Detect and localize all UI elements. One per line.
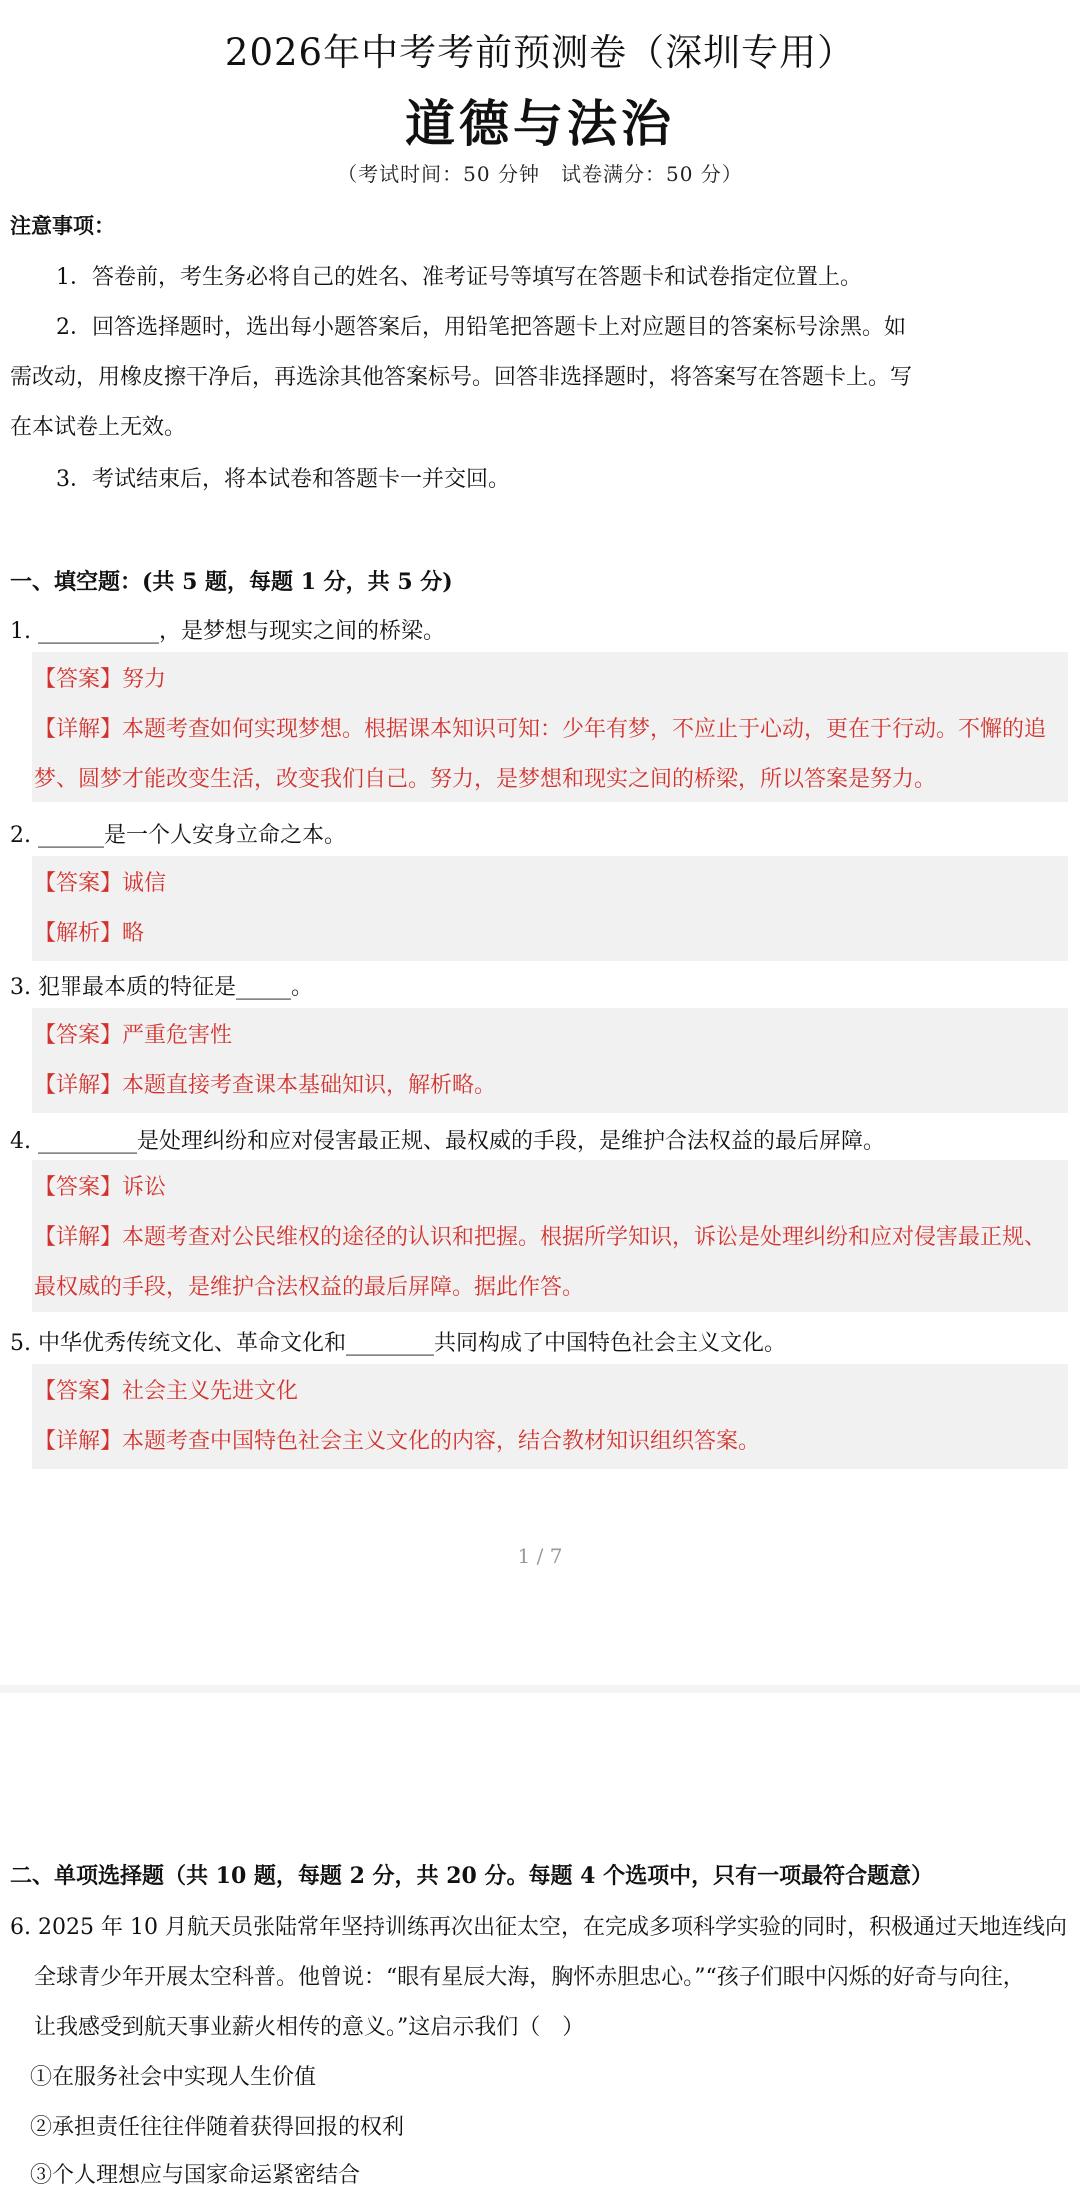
notes-heading: 注意事项： [10,213,115,238]
explanation-1-line-1: 【详解】本题考查如何实现梦想。根据课本知识可知：少年有梦，不应止于心动，更在于行动。不懈的追 [34,717,1047,742]
answer-box-3 [32,1008,1068,1113]
exam-info: （考试时间：50 分钟 试卷满分：50 分） [337,162,743,186]
explanation-1-line-2: 梦、圆梦才能改变生活，改变我们自己。努力，是梦想和现实之间的桥梁，所以答案是努力。 [34,767,937,792]
note-item-1: 1．答卷前，考生务必将自己的姓名、准考证号等填写在答题卡和试卷指定位置上。 [56,265,862,290]
question-6-option-1: ①在服务社会中实现人生价值 [30,2065,317,2090]
question-5: 5. 中华优秀传统文化、革命文化和________共同构成了中国特色社会主义文化。 [10,1331,786,1356]
answer-3: 【答案】严重危害性 [34,1023,233,1048]
answer-box-1 [32,652,1068,802]
answer-box-4 [32,1160,1068,1312]
answer-box-5 [32,1364,1068,1469]
question-6-option-2: ②承担责任往往伴随着获得回报的权利 [30,2115,405,2140]
question-6-option-3: ③个人理想应与国家命运紧密结合 [30,2163,361,2188]
question-1: 1. ___________，是梦想与现实之间的桥梁。 [10,619,445,644]
page-divider [0,1685,1080,1693]
note-item-2-line-2: 需改动，用橡皮擦干净后，再选涂其他答案标号。回答非选择题时，将答案写在答题卡上。写 [10,365,913,390]
note-item-2-line-1: 2．回答选择题时，选出每小题答案后，用铅笔把答题卡上对应题目的答案标号涂黑。如 [56,315,906,340]
subject-title: 道德与法治 [405,94,675,153]
answer-4: 【答案】诉讼 [34,1175,167,1200]
question-2: 2. ______是一个人安身立命之本。 [10,823,346,848]
question-6-line-3: 让我感受到航天事业薪火相传的意义。”这启示我们（ ） [34,2015,585,2040]
answer-box-2 [32,856,1068,961]
question-6-line-2: 全球青少年开展太空科普。他曾说：“眼有星辰大海，胸怀赤胆忠心。”“孩子们眼中闪烁的好奇与向往， [34,1965,1025,1990]
note-item-2-line-3: 在本试卷上无效。 [10,415,187,440]
explanation-4-line-2: 最权威的手段，是维护合法权益的最后屏障。据此作答。 [34,1275,585,1300]
question-6-line-1: 6. 2025 年 10 月航天员张陆常年坚持训练再次出征太空，在完成多项科学实验的同时，积极通过天地连线向 [10,1915,1067,1940]
exam-title: 2026年中考考前预测卷（深圳专用） [224,31,856,74]
explanation-4-line-1: 【详解】本题考查对公民维权的途径的认识和把握。根据所学知识，诉讼是处理纠纷和应对侵害最正规、 [34,1225,1047,1250]
question-4: 4. _________是处理纠纷和应对侵害最正规、最权威的手段，是维护合法权益的最后屏障。 [10,1129,885,1154]
section2-heading: 二、单项选择题（共 10 题，每题 2 分，共 20 分。每题 4 个选项中，只有一项最符合题意） [10,1863,934,1889]
answer-2: 【答案】诚信 [34,871,167,896]
note-item-3: 3．考试结束后，将本试卷和答题卡一并交回。 [56,467,510,492]
explanation-3: 【详解】本题直接考查课本基础知识，解析略。 [34,1073,497,1098]
answer-1: 【答案】努力 [34,667,167,692]
explanation-5: 【详解】本题考查中国特色社会主义文化的内容，结合教材知识组织答案。 [34,1429,761,1454]
answer-5: 【答案】社会主义先进文化 [34,1379,299,1404]
section1-heading: 一、填空题：(共 5 题，每题 1 分，共 5 分) [10,569,453,595]
explanation-2: 【解析】略 [34,921,145,946]
page-number: 1 / 7 [517,1544,563,1568]
question-3: 3. 犯罪最本质的特征是_____。 [10,975,313,1000]
